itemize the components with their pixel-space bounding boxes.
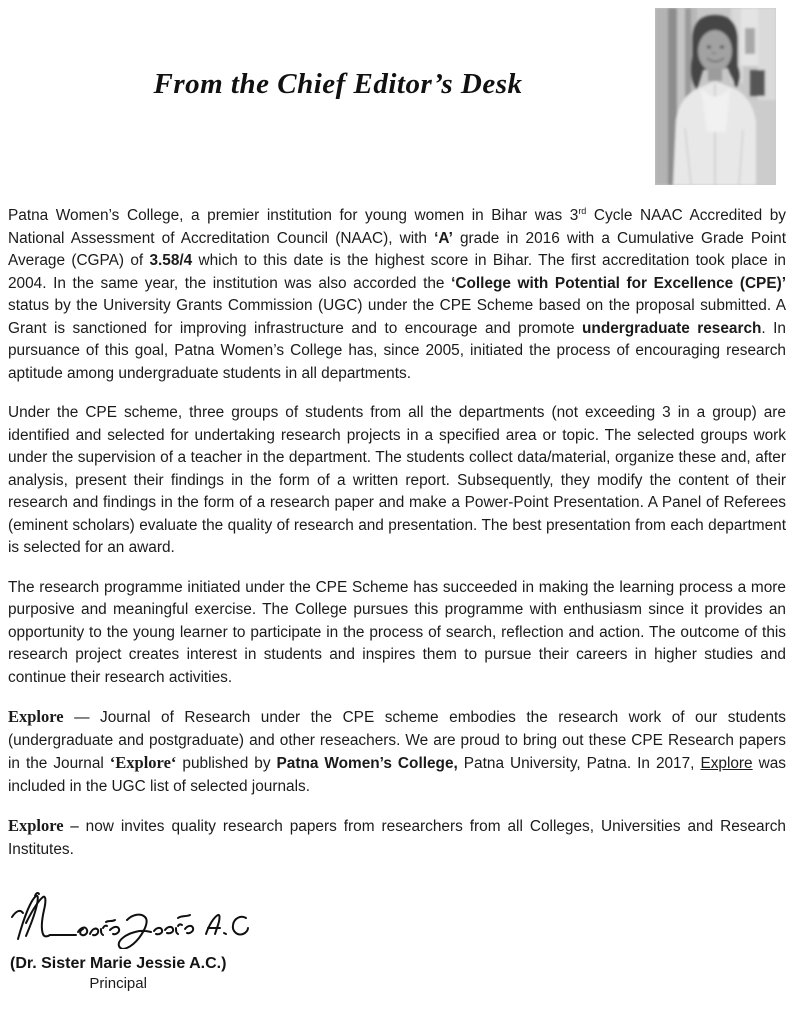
portrait-photo-graphic <box>655 8 776 185</box>
paragraph-5: Explore – now invites quality research papers from researchers from all Colleges, Universities and Research Institutes. <box>8 816 786 858</box>
signature-image <box>10 887 258 949</box>
page-header <box>8 0 786 205</box>
letter-body <box>8 205 786 861</box>
paragraph-3: The research programme initiated under the CPE Scheme has succeeded in making the learning process a more purposive and meaningful exercise. The College pursues this programme with enthusiasm since it provides an opportunity to the young learner to participate in the process of search, reflection and action. The outcome of this research project creates interest in students and inspires them to pursue their careers in higher studies and continue their research activities. <box>8 578 786 686</box>
signatory-role: Principal <box>89 975 147 992</box>
chief-editor-portrait-photo <box>655 8 776 185</box>
paragraph-4: Explore — Journal of Research under the CPE scheme embodies the research work of our students (undergraduate and postgraduate) and other reseachers. We are proud to bring out these CPE Research papers in the Journal ‘Explore‘ published by Patna Women’s College, Patna University, Patna. In 2017, Explore was included in the UGC list of selected journals. <box>8 707 786 795</box>
page-title: From the Chief Editor’s Desk <box>153 68 523 100</box>
paragraph-1: Patna Women’s College, a premier institution for young women in Bihar was 3rd Cycle NAAC Accredited by National Assessment of Accreditation Council (NAAC), with ‘A’ grade in 2016 with a Cumulative Grade Point Average (CGPA) of 3.58/4 which to this date is the highest score in Bihar. The first accreditation took place in 2004. In the same year, the institution was also accorded the ‘College with Potential for Excellence (CPE)’ status by the University Grants Commission (UGC) under the CPE Scheme based on the proposal submitted. A Grant is sanctioned for improving infrastructure and to encourage and promote undergraduate research. In pursuance of this goal, Patna Women’s College has, since 2005, initiated the process of encouraging research aptitude among undergraduate students in all departments. <box>8 205 787 382</box>
paragraph-2: Under the CPE scheme, three groups of students from all the departments (not exceeding 3 in a group) are identified and selected for undertaking research projects in a specified area or topic. The selected groups work under the supervision of a teacher in the department. The students collect data/material, organize these and, after analysis, present their findings in the form of a written report. Subsequently, they modify the content of their research and findings in the form of a research paper and make a Power-Point Presentation. A Panel of Referees (eminent scholars) evaluate the quality of research and presentation. The best presentation from each department is selected for an award. <box>8 404 786 556</box>
signatory-text <box>10 955 226 992</box>
signatory-name: (Dr. Sister Marie Jessie A.C.) <box>10 955 227 972</box>
signature-block <box>10 887 786 993</box>
